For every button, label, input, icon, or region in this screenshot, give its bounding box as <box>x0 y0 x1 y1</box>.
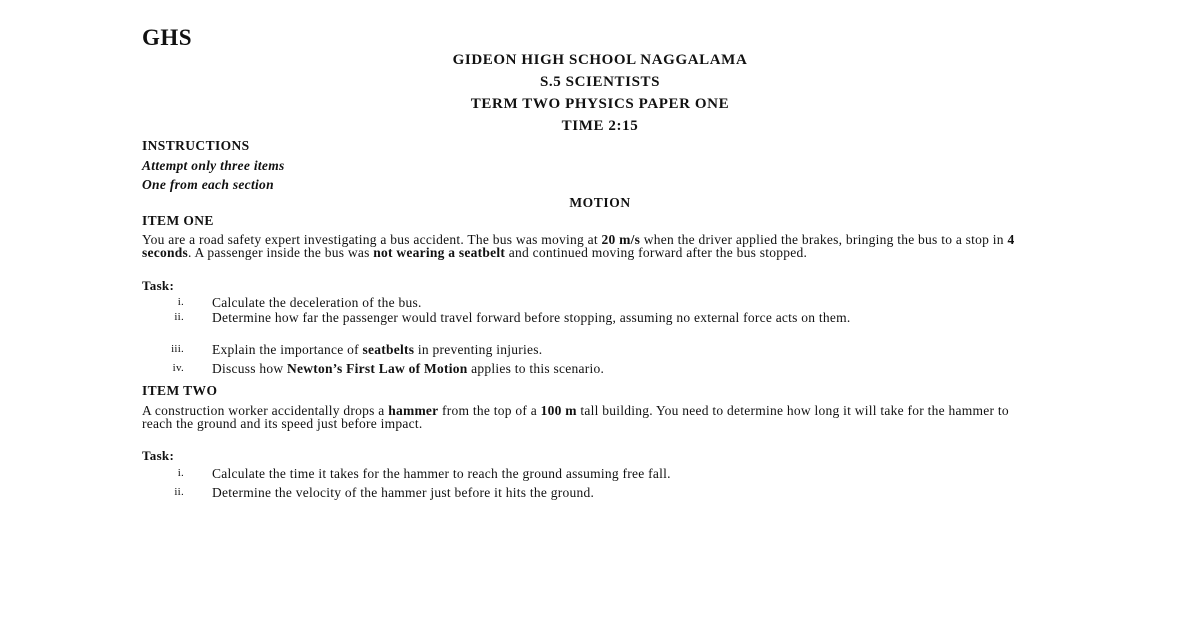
task-number: ii. <box>174 311 184 323</box>
item-two-task <box>160 467 1040 480</box>
task-text-part: in preventing injuries. <box>414 342 543 357</box>
item-one-task-label: Task: <box>142 278 175 293</box>
item-two-scenario <box>142 404 1042 430</box>
task-text <box>212 362 1040 375</box>
scenario-height: 100 m <box>540 403 577 418</box>
task-text: Determine the velocity of the hammer just before it hits the ground. <box>212 485 595 500</box>
task-text-bold: seatbelts <box>362 342 415 357</box>
task-text: Calculate the time it takes for the hammer to reach the ground assuming free fall. <box>212 466 671 481</box>
task-text-part: Discuss how <box>212 361 288 376</box>
instruction-line-2: One from each section <box>142 177 274 192</box>
item-one-task <box>160 362 1040 375</box>
scenario-speed: 20 m/s <box>601 232 641 247</box>
scenario-text: You are a road safety expert investigating a bus accident. The bus was moving at <box>142 232 602 247</box>
school-name: GIDEON HIGH SCHOOL NAGGALAMA <box>452 52 748 68</box>
item-one-title: ITEM ONE <box>142 213 214 228</box>
task-number: i. <box>177 467 184 479</box>
item-one-task <box>160 311 1040 324</box>
scenario-text: and continued moving forward after the bus stopped. <box>505 245 808 260</box>
task-number: iv. <box>172 362 184 374</box>
scenario-text: A construction worker accidentally drops a <box>142 403 389 418</box>
item-two-title: ITEM TWO <box>142 383 218 398</box>
item-two-task-label: Task: <box>142 448 175 463</box>
item-one-task <box>160 296 1040 309</box>
scenario-object: hammer <box>388 403 439 418</box>
item-one-scenario <box>142 233 1042 259</box>
task-number: ii. <box>174 486 184 498</box>
task-text: Calculate the deceleration of the bus. <box>212 295 422 310</box>
instruction-line-1: Attempt only three items <box>142 158 285 173</box>
task-text: Determine how far the passenger would travel forward before stopping, assuming no external force acts on them. <box>212 310 851 325</box>
class-name: S.5 SCIENTISTS <box>539 74 661 90</box>
instructions-heading: INSTRUCTIONS <box>142 138 250 153</box>
task-text-bold: Newton’s First Law of Motion <box>287 361 468 376</box>
task-text-part: applies to this scenario. <box>467 361 605 376</box>
item-two-task <box>160 486 1040 499</box>
task-text <box>212 343 1040 356</box>
scenario-seatbelt: not wearing a seatbelt <box>373 245 506 260</box>
task-number: iii. <box>171 343 184 355</box>
scenario-duration: 4 seconds <box>142 232 1015 260</box>
paper-title: TERM TWO PHYSICS PAPER ONE <box>470 96 730 112</box>
school-logo-text: GHS <box>142 25 193 50</box>
exam-time: TIME 2:15 <box>561 118 639 134</box>
task-number: i. <box>177 296 184 308</box>
task-text-part: Explain the importance of <box>212 342 363 357</box>
section-title: MOTION <box>569 195 631 210</box>
scenario-text: from the top of a <box>438 403 541 418</box>
item-one-task <box>160 343 1040 356</box>
scenario-text: when the driver applied the brakes, bringing the bus to a stop in <box>640 232 1008 247</box>
scenario-text: tall building. You need to determine how long it will take for the hammer to reach the ground and its speed just before impact. <box>142 403 1009 431</box>
scenario-text: . A passenger inside the bus was <box>188 245 374 260</box>
